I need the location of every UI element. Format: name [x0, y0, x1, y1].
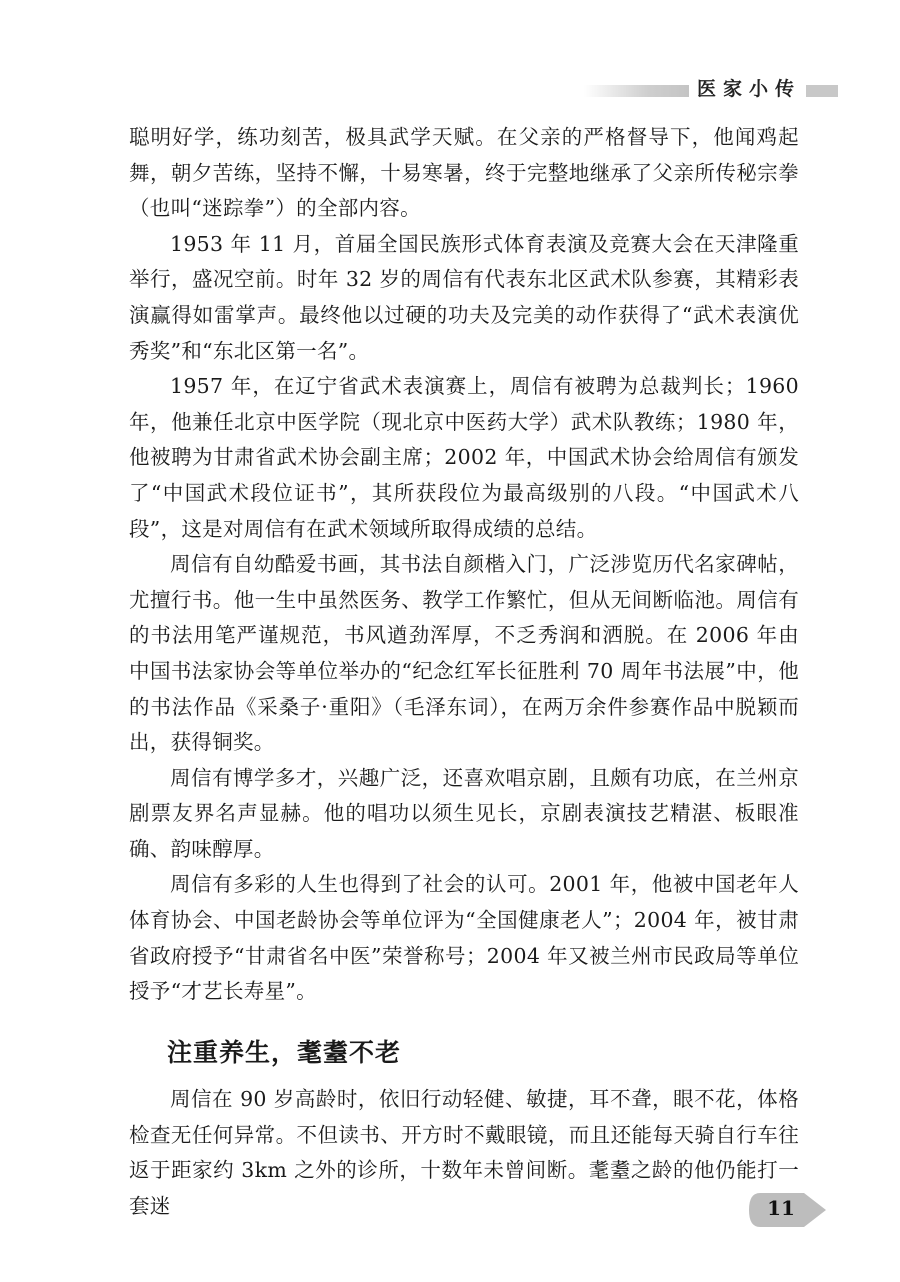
section-body	[129, 1082, 799, 1224]
paragraph-1953: 1953 年 11 月，首届全国民族形式体育表演及竞赛大会在天津隆重举行，盛况空前。时年 32 岁的周信有代表东北区武术队参赛，其精彩表演赢得如雷掌声。最终他以过硬的功夫及完美的动作获得了“武术表演优秀奖”和“东北区第一名”。	[129, 231, 799, 363]
paragraph-calligraphy: 周信有自幼酷爱书画，其书法自颜楷入门，广泛涉览历代名家碑帖，尤擅行书。他一生中虽然医务、教学工作繁忙，但从无间断临池。周信有的书法用笔严谨规范，书风遒劲浑厚，不乏秀润和洒脱。在 2006 年由中国书法家协会等单位举办的“纪念红军长征胜利 70 周年书法展”中，他的书法作品《采桑子·重阳》（毛泽东词），在两万余件参赛作品中脱颖而出，获得铜奖。	[129, 552, 799, 755]
paragraph-peking-opera: 周信有博学多才，兴趣广泛，还喜欢唱京剧，且颇有功底，在兰州京剧票友界名声显赫。他的唱功以须生见长，京剧表演技艺精湛、板眼准确、韵味醇厚。	[129, 765, 799, 861]
section-heading: 注重养生，耄耋不老	[167, 1038, 402, 1067]
paragraph-1957: 1957 年，在辽宁省武术表演赛上，周信有被聘为总裁判长；1960 年，他兼任北京中医学院（现北京中医药大学）武术队教练；1980 年，他被聘为甘肃省武术协会副主席；2002 年，中国武术协会给周信有颁发了“中国武术段位证书”，其所获段位为最高级别的八段。“中国武术八段”，这是对周信有在武术领域所取得成绩的总结。	[129, 374, 799, 541]
page-number: 11	[767, 1196, 795, 1220]
paragraph-health: 周信在 90 岁高龄时，依旧行动轻健、敏捷，耳不聋，眼不花，体格检查无任何异常。不但读书、开方时不戴眼镜，而且还能每天骑自行车往返于距家约 3km 之外的诊所，十数年未曾间断。耄耋之龄的他仍能打一套迷	[129, 1087, 799, 1218]
body-text	[129, 120, 799, 1010]
running-header	[0, 72, 900, 112]
header-title: 医家小传	[697, 78, 802, 100]
paragraph-recognition: 周信有多彩的人生也得到了社会的认可。2001 年，他被中国老年人体育协会、中国老龄协会等单位评为“全国健康老人”；2004 年，被甘肃省政府授予“甘肃省名中医”荣誉称号；2004 年又被兰州市民政局等单位授予“才艺长寿星”。	[129, 872, 799, 1004]
page-number-badge	[746, 1190, 830, 1230]
header-decor-bar-left	[584, 85, 689, 97]
header-decor-bar-right	[806, 85, 838, 97]
paragraph-continued: 聪明好学，练功刻苦，极具武学天赋。在父亲的严格督导下，他闻鸡起舞，朝夕苦练，坚持不懈，十易寒暑，终于完整地继承了父亲所传秘宗拳（也叫“迷踪拳”）的全部内容。	[129, 125, 799, 221]
